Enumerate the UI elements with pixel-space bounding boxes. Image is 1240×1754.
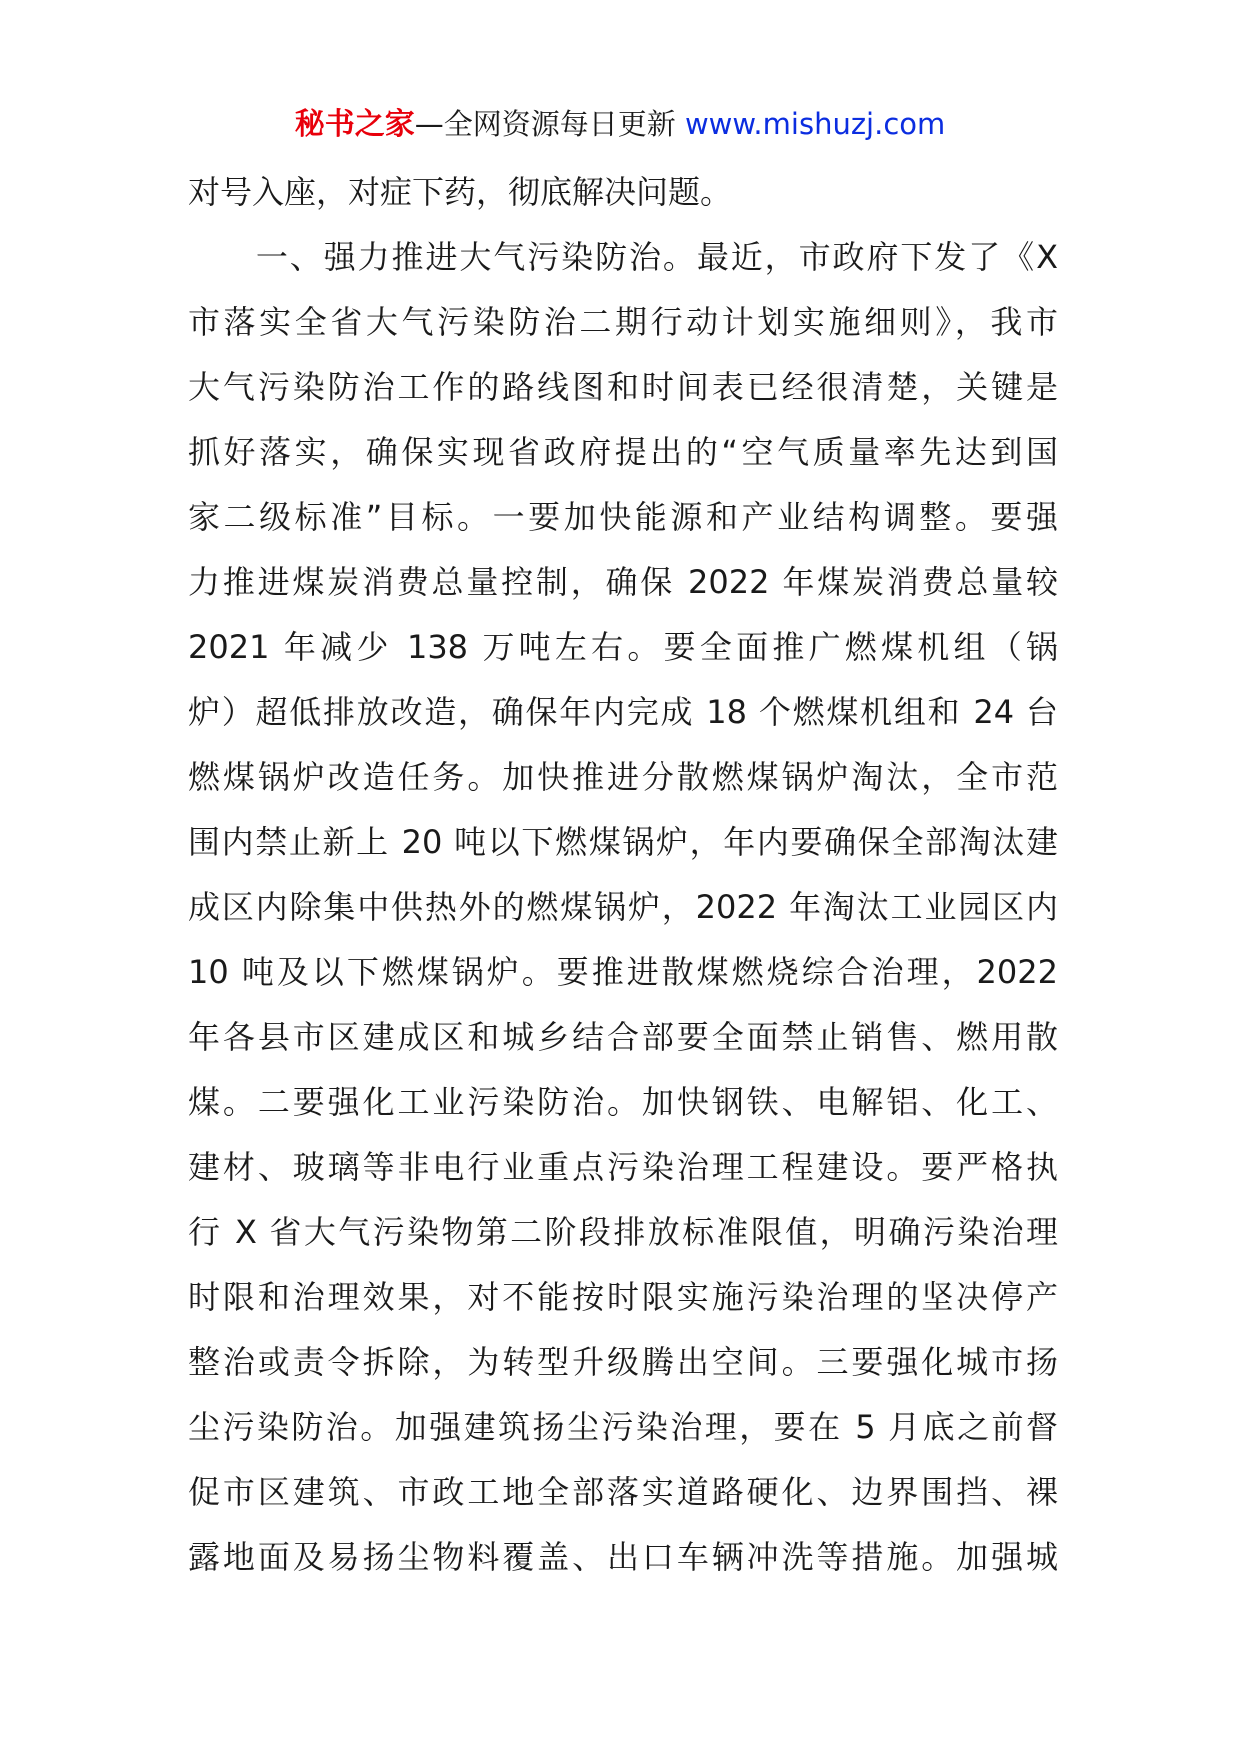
text-line: 抓好落实，确保实现省政府提出的“空气质量率先达到国: [188, 433, 1058, 471]
text-line: 市落实全省大气污染防治二期行动计划实施细则》，我市: [188, 303, 1058, 341]
site-link[interactable]: www.mishuzj.com: [684, 107, 946, 141]
text-line: 促市区建筑、市政工地全部落实道路硬化、边界围挡、裸: [188, 1473, 1058, 1511]
text-line: 煤。二要强化工业污染防治。加快钢铁、电解铝、化工、: [188, 1083, 1058, 1121]
text-line: 对号入座，对症下药，彻底解决问题。: [188, 173, 733, 211]
text-line: 一、强力推进大气污染防治。最近，市政府下发了《X: [188, 238, 1058, 276]
text-line: 大气污染防治工作的路线图和时间表已经很清楚，关键是: [188, 368, 1058, 406]
text-line: 行 X 省大气污染物第二阶段排放标准限值，明确污染治理: [188, 1213, 1058, 1251]
text-line: 家二级标准”目标。一要加快能源和产业结构调整。要强: [188, 498, 1058, 536]
text-line: 建材、玻璃等非电行业重点污染治理工程建设。要严格执: [188, 1148, 1058, 1186]
text-line: 围内禁止新上 20 吨以下燃煤锅炉，年内要确保全部淘汰建: [188, 823, 1058, 861]
text-line: 2021 年减少 138 万吨左右。要全面推广燃煤机组（锅: [188, 628, 1058, 666]
text-line: 露地面及易扬尘物料覆盖、出口车辆冲洗等措施。加强城: [188, 1538, 1058, 1576]
text-line: 尘污染防治。加强建筑扬尘污染治理，要在 5 月底之前督: [188, 1408, 1058, 1446]
text-line: 10 吨及以下燃煤锅炉。要推进散煤燃烧综合治理，2022: [188, 953, 1058, 991]
header-slogan: —全网资源每日更新: [414, 107, 685, 141]
text-line: 力推进煤炭消费总量控制，确保 2022 年煤炭消费总量较: [188, 563, 1058, 601]
text-line: 时限和治理效果，对不能按时限实施污染治理的坚决停产: [188, 1278, 1058, 1316]
text-line: 成区内除集中供热外的燃煤锅炉，2022 年淘汰工业园区内: [188, 888, 1058, 926]
text-line: 炉）超低排放改造，确保年内完成 18 个燃煤机组和 24 台: [188, 693, 1058, 731]
text-line: 燃煤锅炉改造任务。加快推进分散燃煤锅炉淘汰，全市范: [188, 758, 1058, 796]
brand-name: 秘书之家: [294, 107, 415, 142]
text-line: 年各县市区建成区和城乡结合部要全面禁止销售、燃用散: [188, 1018, 1058, 1056]
site-header: [0, 100, 1240, 149]
document-body: [188, 160, 1058, 1590]
text-line: 整治或责令拆除，为转型升级腾出空间。三要强化城市扬: [188, 1343, 1058, 1381]
